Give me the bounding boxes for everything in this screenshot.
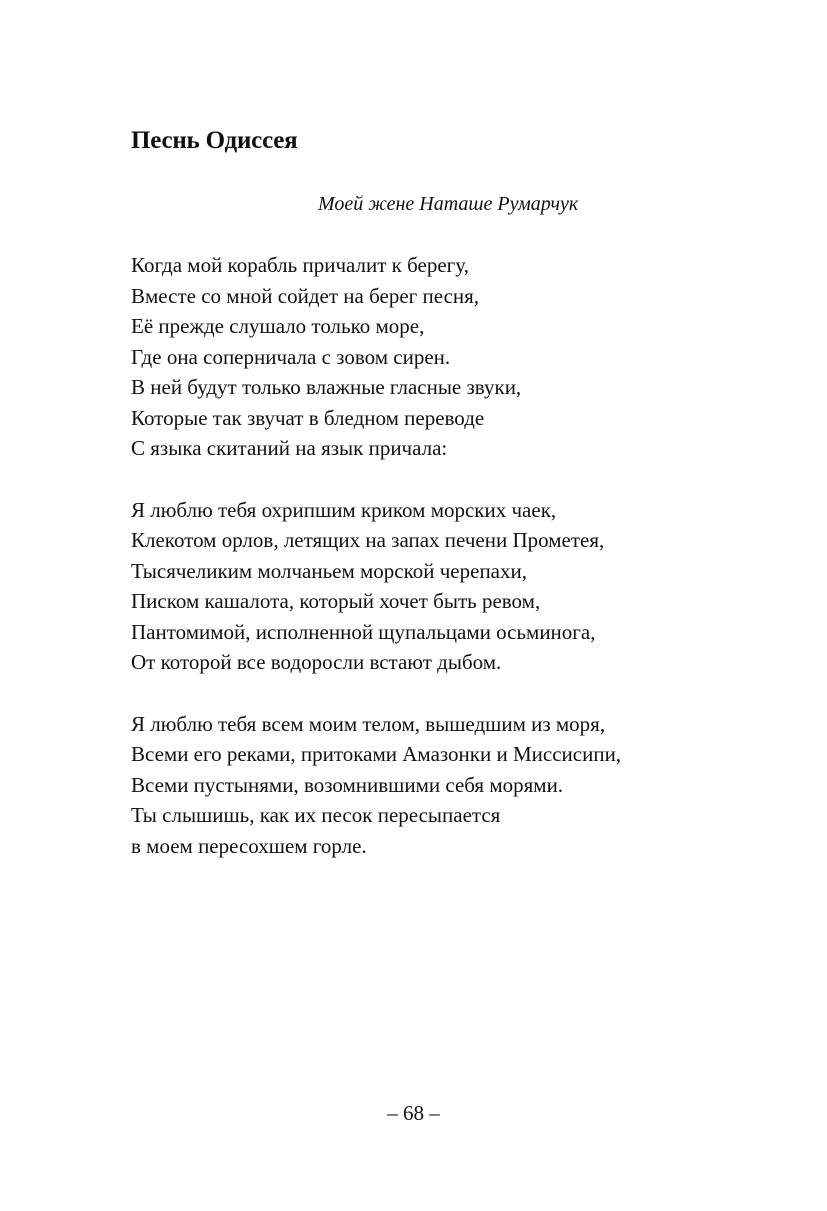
poem-body [131,250,791,892]
poem-line: Когда мой корабль причалит к берегу, [131,253,469,277]
poem-line: С языка скитаний на язык причала: [131,436,448,460]
poem-line: В ней будут только влажные гласные звуки, [131,375,522,399]
poem-line: Которые так звучат в бледном переводе [131,405,485,430]
poem-line: Всеми его реками, притоками Амазонки и Миссисипи, [131,742,622,766]
stanza-1 [131,250,791,464]
poem-title: Песнь Одиссея [131,127,298,154]
poem-line: Ты слышишь, как их песок пересыпается [131,803,501,827]
poem-dedication: Моей жене Наташе Румарчук [318,193,579,215]
poem-line: Писком кашалота, который хочет быть ревом, [131,589,541,613]
poem-line: Я люблю тебя всем моим телом, вышедшим из моря, [131,711,606,736]
poem-line: в моем пересохшем горле. [131,833,367,858]
poem-line: Я люблю тебя охрипшим криком морских чаек, [131,497,557,522]
stanza-2 [131,495,791,678]
poem-line: Тысячеликим молчаньем морской черепахи, [131,558,527,583]
stanza-3 [131,709,791,862]
poem-line: Где она соперничала с зовом сирен. [131,344,451,369]
poem-line: Вместе со мной сойдет на берег песня, [131,283,480,308]
poem-line: От которой все водоросли встают дыбом. [131,650,502,674]
page-number: – 68 – [387,1101,440,1125]
poem-line: Клекотом орлов, летящих на запах печени Прометея, [131,528,605,552]
poem-line: Пантомимой, исполненной щупальцами осьминога, [131,619,596,644]
poem-line: Всеми пустынями, возомнившими себя морями. [131,772,564,797]
poem-line: Её прежде слушало только море, [131,314,425,338]
